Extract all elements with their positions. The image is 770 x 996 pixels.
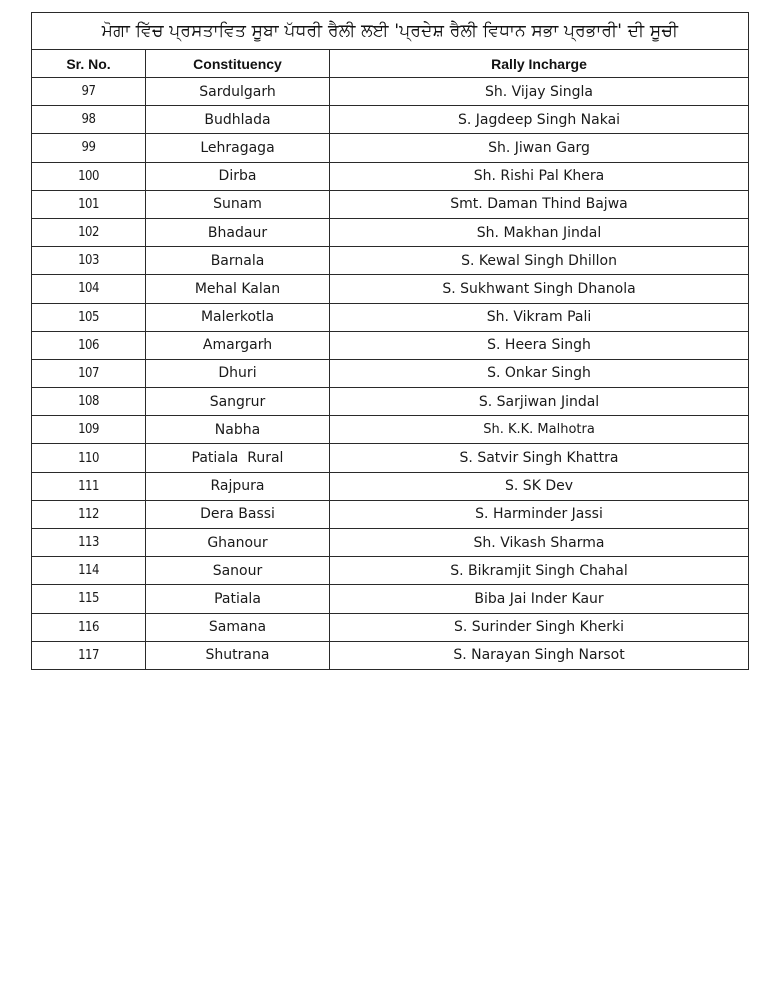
constituency-cell: Budhlada xyxy=(146,106,330,134)
table-row xyxy=(32,529,749,557)
rally-incharge-cell: S. Harminder Jassi xyxy=(330,500,749,528)
constituency-cell: Sunam xyxy=(146,190,330,218)
sr-no-cell: 114 xyxy=(32,557,146,585)
constituency-cell: Malerkotla xyxy=(146,303,330,331)
constituency-cell: Rajpura xyxy=(146,472,330,500)
rally-incharge-cell: S. Satvir Singh Khattra xyxy=(330,444,749,472)
table-row xyxy=(32,275,749,303)
rally-incharge-cell: Smt. Daman Thind Bajwa xyxy=(330,190,749,218)
sr-no-cell: 107 xyxy=(32,359,146,387)
table-row xyxy=(32,331,749,359)
sr-no-cell: 115 xyxy=(32,585,146,613)
table-row xyxy=(32,416,749,444)
sr-no-cell: 97 xyxy=(32,78,146,106)
constituency-cell: Nabha xyxy=(146,416,330,444)
column-header-rally-incharge: Rally Incharge xyxy=(330,50,749,78)
rally-incharge-cell: Sh. K.K. Malhotra xyxy=(330,416,749,444)
constituency-cell: Mehal Kalan xyxy=(146,275,330,303)
table-row xyxy=(32,247,749,275)
rally-incharge-cell: S. Jagdeep Singh Nakai xyxy=(330,106,749,134)
rally-incharge-cell: S. Heera Singh xyxy=(330,331,749,359)
table-row xyxy=(32,106,749,134)
sr-no-cell: 102 xyxy=(32,218,146,246)
sr-no-cell: 112 xyxy=(32,500,146,528)
table-row xyxy=(32,444,749,472)
constituency-cell: Sardulgarh xyxy=(146,78,330,106)
sr-no-cell: 109 xyxy=(32,416,146,444)
sr-no-cell: 111 xyxy=(32,472,146,500)
rally-incharge-cell: Sh. Jiwan Garg xyxy=(330,134,749,162)
rally-incharge-cell: S. SK Dev xyxy=(330,472,749,500)
constituency-cell: Dhuri xyxy=(146,359,330,387)
sr-no-cell: 99 xyxy=(32,134,146,162)
rally-incharge-cell: S. Onkar Singh xyxy=(330,359,749,387)
sr-no-cell: 108 xyxy=(32,388,146,416)
table-row xyxy=(32,613,749,641)
sr-no-cell: 100 xyxy=(32,162,146,190)
sr-no-cell: 103 xyxy=(32,247,146,275)
table-row xyxy=(32,190,749,218)
table-row xyxy=(32,500,749,528)
rally-incharge-cell: S. Surinder Singh Kherki xyxy=(330,613,749,641)
table-row xyxy=(32,557,749,585)
header-row xyxy=(32,50,749,78)
table-row xyxy=(32,359,749,387)
constituency-cell: Dirba xyxy=(146,162,330,190)
constituency-cell: Barnala xyxy=(146,247,330,275)
constituency-cell: Sanour xyxy=(146,557,330,585)
constituency-cell: Patiala Rural xyxy=(146,444,330,472)
table-row xyxy=(32,162,749,190)
constituency-cell: Lehragaga xyxy=(146,134,330,162)
rally-incharge-cell: S. Kewal Singh Dhillon xyxy=(330,247,749,275)
sr-no-cell: 98 xyxy=(32,106,146,134)
sr-no-cell: 113 xyxy=(32,529,146,557)
table-row xyxy=(32,134,749,162)
document-sheet xyxy=(31,12,748,670)
table-row xyxy=(32,303,749,331)
constituency-cell: Patiala xyxy=(146,585,330,613)
column-header-sr-no: Sr. No. xyxy=(32,50,146,78)
sr-no-cell: 105 xyxy=(32,303,146,331)
rally-incharge-cell: Sh. Vikash Sharma xyxy=(330,529,749,557)
sr-no-cell: 106 xyxy=(32,331,146,359)
table-row xyxy=(32,388,749,416)
table-row xyxy=(32,218,749,246)
document-title: ਮੋਗਾ ਵਿੱਚ ਪ੍ਰਸਤਾਵਿਤ ਸੂਬਾ ਪੱਧਰੀ ਰੈਲੀ ਲਈ 'ਪ੍ਰਦੇਸ਼ ਰੈਲੀ ਵਿਧਾਨ ਸਭਾ ਪ੍ਰਭਾਰੀ' ਦੀ ਸੂਚੀ xyxy=(32,13,749,50)
sr-no-cell: 104 xyxy=(32,275,146,303)
constituency-cell: Bhadaur xyxy=(146,218,330,246)
rally-incharge-cell: Sh. Vijay Singla xyxy=(330,78,749,106)
rally-incharge-cell: S. Narayan Singh Narsot xyxy=(330,641,749,669)
rally-incharge-table xyxy=(31,12,749,670)
table-row xyxy=(32,641,749,669)
rally-incharge-cell: S. Bikramjit Singh Chahal xyxy=(330,557,749,585)
rally-incharge-cell: S. Sarjiwan Jindal xyxy=(330,388,749,416)
rally-incharge-cell: Sh. Rishi Pal Khera xyxy=(330,162,749,190)
constituency-cell: Dera Bassi xyxy=(146,500,330,528)
rally-incharge-cell: S. Sukhwant Singh Dhanola xyxy=(330,275,749,303)
sr-no-cell: 116 xyxy=(32,613,146,641)
rally-incharge-cell: Biba Jai Inder Kaur xyxy=(330,585,749,613)
constituency-cell: Samana xyxy=(146,613,330,641)
title-row xyxy=(32,13,749,50)
rally-incharge-cell: Sh. Makhan Jindal xyxy=(330,218,749,246)
sr-no-cell: 117 xyxy=(32,641,146,669)
constituency-cell: Amargarh xyxy=(146,331,330,359)
sr-no-cell: 110 xyxy=(32,444,146,472)
sr-no-cell: 101 xyxy=(32,190,146,218)
table-row xyxy=(32,472,749,500)
constituency-cell: Shutrana xyxy=(146,641,330,669)
constituency-cell: Sangrur xyxy=(146,388,330,416)
table-row xyxy=(32,585,749,613)
table-row xyxy=(32,78,749,106)
rally-incharge-cell: Sh. Vikram Pali xyxy=(330,303,749,331)
constituency-cell: Ghanour xyxy=(146,529,330,557)
column-header-constituency: Constituency xyxy=(146,50,330,78)
